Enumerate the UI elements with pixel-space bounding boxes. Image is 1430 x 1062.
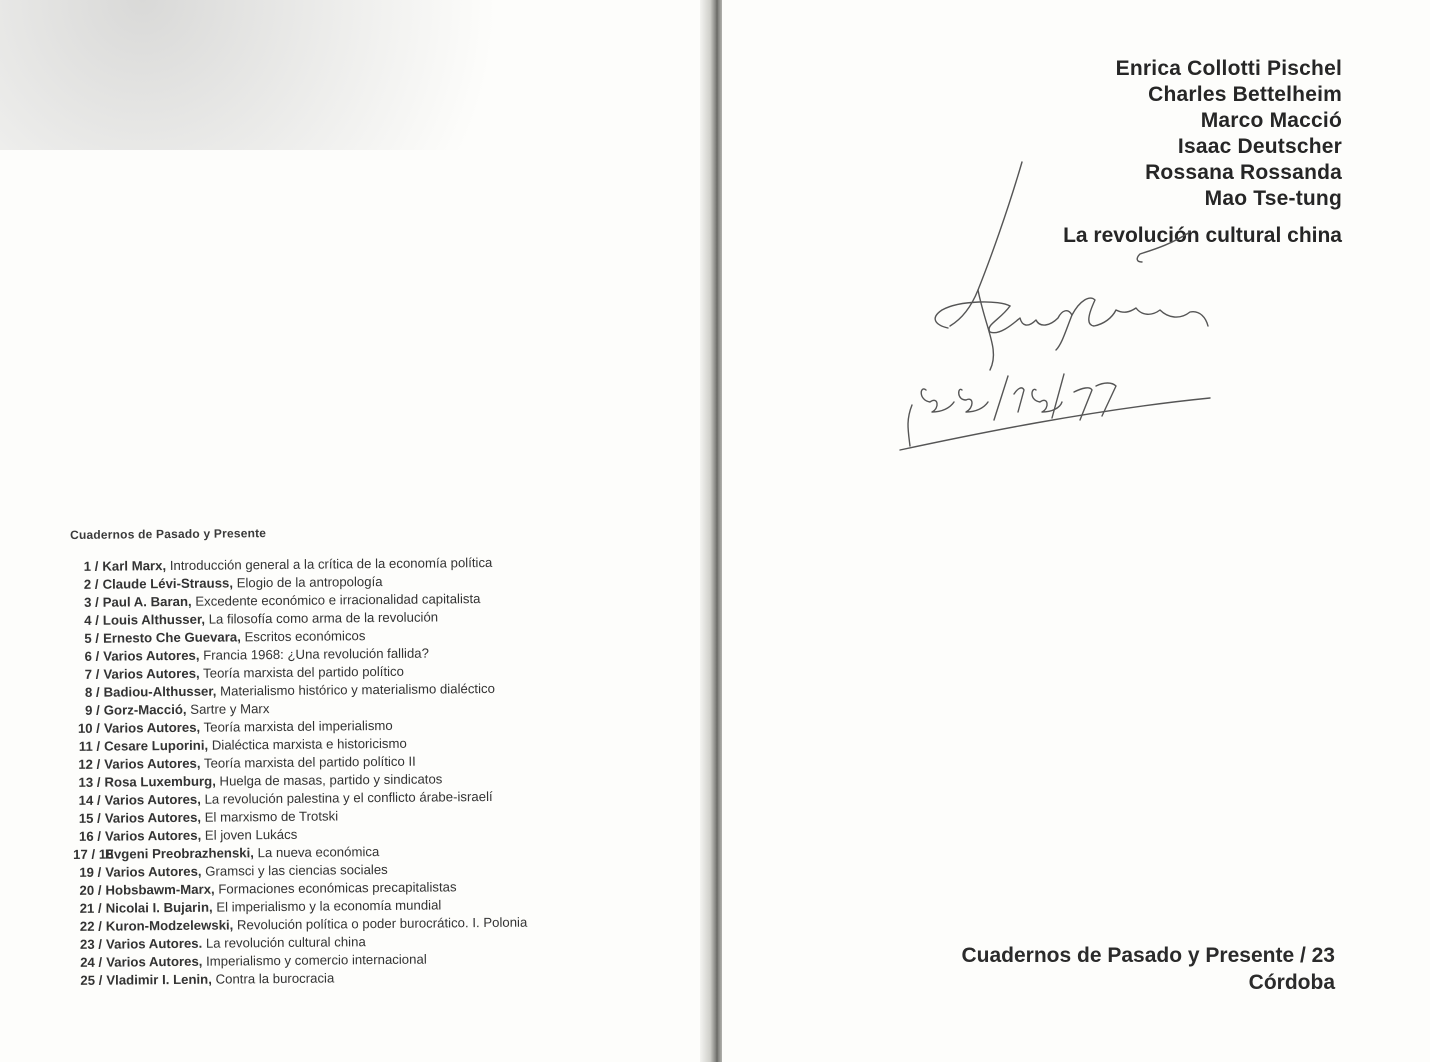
- series-item-author: Rosa Luxemburg,: [104, 773, 216, 790]
- series-item-title: Elogio de la antropología: [236, 574, 383, 591]
- imprint-block: [962, 942, 1336, 996]
- series-item-title: Dialéctica marxista e historicismo: [211, 735, 407, 753]
- series-item-title: Introducción general a la crítica de la economía política: [169, 554, 493, 574]
- series-item-number: 25 /: [80, 972, 103, 988]
- series-item-title: Teoría marxista del partido político II: [203, 753, 416, 771]
- series-item-author: Varios Autores,: [104, 809, 202, 826]
- series-item-number: 15 /: [78, 810, 101, 826]
- series-item-number: 9 /: [85, 702, 100, 718]
- series-item-number: 8 /: [84, 684, 100, 700]
- series-item-number: 19 /: [79, 864, 102, 880]
- series-item-author: Paul A. Baran,: [102, 593, 192, 610]
- series-item-number: 23 /: [79, 936, 103, 952]
- series-item-number: 16 /: [78, 828, 102, 844]
- series-item-title: Teoría marxista del imperialismo: [203, 717, 393, 735]
- series-item-number: 11 /: [78, 738, 101, 754]
- series-item-number: 24 /: [80, 954, 103, 970]
- author-name: Rossana Rossanda: [1145, 161, 1342, 184]
- series-item-author: Varios Autores,: [103, 665, 200, 682]
- series-item-author: Louis Althusser,: [102, 611, 206, 628]
- series-item-author: Varios Autores,: [104, 791, 201, 808]
- series-item-author: Gorz-Macció,: [103, 701, 187, 718]
- series-item-title: Gramsci y las ciencias sociales: [205, 861, 388, 879]
- series-list-block: [70, 522, 684, 990]
- series-item-author: Varios Autores,: [105, 863, 202, 880]
- series-item-title: Formaciones económicas precapitalistas: [218, 879, 457, 897]
- series-item-title: Excedente económico e irracionalidad capitalista: [195, 591, 481, 609]
- series-item-number: 13 /: [78, 774, 101, 790]
- series-heading: Cuadernos de Pasado y Presente: [70, 526, 267, 542]
- series-item-author: Badiou-Althusser,: [103, 683, 217, 700]
- series-item-title: Sartre y Marx: [190, 701, 270, 717]
- series-item-author: Varios Autores,: [104, 827, 202, 844]
- series-item-number: 21 /: [79, 900, 102, 916]
- author-name: Enrica Collotti Pischel: [1115, 57, 1342, 80]
- series-item-title: Teoría marxista del partido político: [203, 663, 405, 681]
- imprint-city: Córdoba: [1248, 971, 1335, 994]
- author-name: Isaac Deutscher: [1177, 135, 1342, 158]
- author-name: Marco Macció: [1200, 109, 1342, 132]
- series-item-author: Kuron-Modzelewski,: [105, 917, 234, 934]
- series-item-number: 6 /: [84, 648, 100, 664]
- series-item-author: Hobsbawm-Marx,: [105, 881, 215, 898]
- series-item-number: 22 /: [79, 918, 102, 934]
- series-item-title: Francia 1968: ¿Una revolución fallida?: [203, 645, 430, 663]
- series-item-author: Varios Autores,: [106, 953, 203, 970]
- series-item-author: Vladimir I. Lenin,: [106, 971, 212, 988]
- series-item-title: El marxismo de Trotski: [204, 808, 339, 825]
- handwritten-signature: [890, 150, 1220, 460]
- series-item-number: 10 /: [77, 720, 100, 736]
- series-item-title: Escritos económicos: [244, 628, 366, 645]
- series-item-title: Materialismo histórico y materialismo dialéctico: [220, 680, 495, 699]
- series-item-author: Ernesto Che Guevara,: [102, 629, 241, 646]
- series-item-number: 3 /: [83, 594, 99, 610]
- series-item-author: Karl Marx,: [102, 558, 167, 574]
- series-item-author: Varios Autores,: [103, 647, 200, 664]
- series-item-author: Evgeni Preobrazhenski,: [105, 845, 254, 862]
- series-item-title: Contra la burocracia: [215, 970, 335, 987]
- series-item-author: Nicolai I. Bujarin,: [105, 899, 213, 916]
- series-item-title: La revolución cultural china: [205, 934, 366, 951]
- series-item-title: La nueva económica: [257, 844, 380, 861]
- series-item-number: 17 / 18: [73, 846, 114, 862]
- series-list: [70, 552, 684, 990]
- series-item-author: Claude Lévi-Strauss,: [102, 575, 234, 592]
- series-item-number: 20 /: [79, 882, 102, 898]
- series-item-title: Huelga de masas, partido y sindicatos: [219, 771, 443, 789]
- series-item-title: El joven Lukács: [204, 826, 298, 843]
- series-item-number: 7 /: [84, 666, 100, 682]
- book-title: La revolución cultural china: [1063, 224, 1342, 247]
- series-item-title: El imperialismo y la economía mundial: [216, 897, 442, 915]
- series-item-number: 14 /: [78, 792, 101, 808]
- series-item-author: Varios Autores,: [104, 755, 201, 772]
- series-item-number: 2 /: [83, 576, 99, 592]
- series-item-title: Revolución política o poder burocrático. I. Polonia: [236, 914, 528, 933]
- left-page: [0, 0, 712, 1062]
- series-item-title: La revolución palestina y el conflicto árabe-israelí: [204, 788, 493, 807]
- series-item-title: La filosofía como arma de la revolución: [208, 609, 439, 627]
- page-shading: [0, 0, 712, 150]
- author-name: Charles Bettelheim: [1148, 83, 1342, 106]
- author-name: Mao Tse-tung: [1204, 187, 1342, 210]
- series-item-number: 1 /: [83, 558, 99, 574]
- series-item-number: 4 /: [84, 612, 99, 628]
- series-item-number: 12 /: [78, 756, 101, 772]
- series-item-author: Varios Autores.: [105, 935, 203, 952]
- series-item-author: Cesare Luporini,: [104, 737, 209, 754]
- series-item-number: 5 /: [84, 630, 100, 646]
- series-item-title: Imperialismo y comercio internacional: [206, 951, 427, 969]
- series-item-author: Varios Autores,: [103, 719, 201, 736]
- imprint-series: Cuadernos de Pasado y Presente / 23: [961, 944, 1335, 967]
